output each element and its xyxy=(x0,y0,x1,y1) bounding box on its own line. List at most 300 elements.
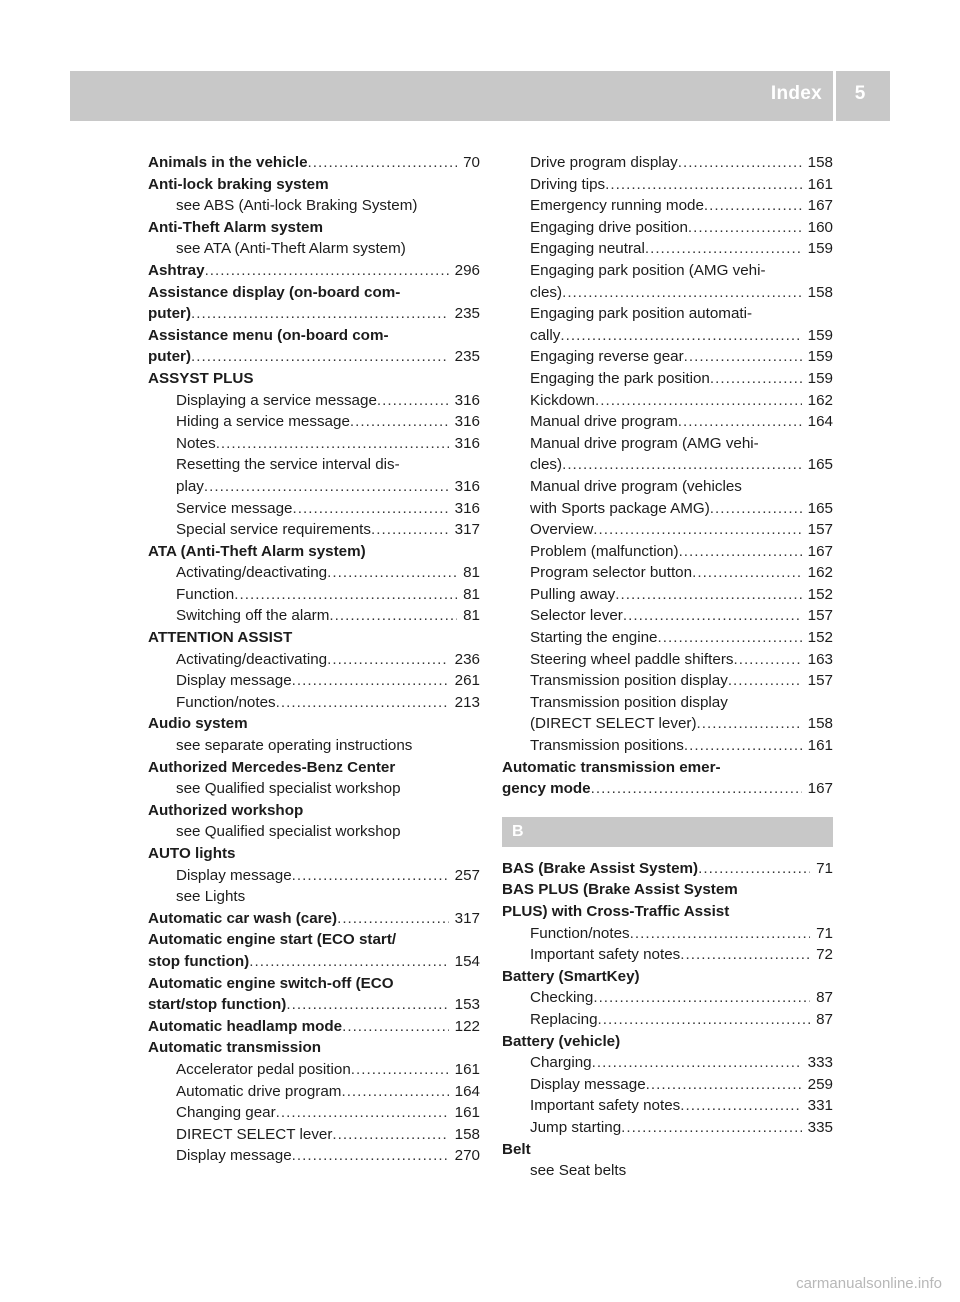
leader-dots xyxy=(292,865,449,887)
index-entry xyxy=(502,901,833,923)
entry-text: Engaging park position automati- xyxy=(530,305,753,323)
entry-text: Engaging the park position xyxy=(530,369,710,387)
leader-dots xyxy=(698,858,810,880)
index-subentry xyxy=(148,649,480,671)
index-subentry xyxy=(502,195,833,217)
entry-text: Important safety notes xyxy=(530,946,681,964)
index-entry xyxy=(148,346,480,368)
page-ref[interactable]: 159 xyxy=(807,240,833,258)
page-ref[interactable]: 331 xyxy=(807,1097,833,1115)
page-ref[interactable]: 167 xyxy=(807,542,833,560)
index-subentry xyxy=(502,627,833,649)
leader-dots xyxy=(679,541,802,563)
entry-text: PLUS) with Cross-Traffic Assist xyxy=(502,903,730,920)
page-ref[interactable]: 159 xyxy=(807,326,833,344)
index-entry xyxy=(148,368,480,390)
index-subentry xyxy=(502,1052,833,1074)
leader-dots xyxy=(560,325,801,347)
entry-text: Transmission position display xyxy=(530,672,728,690)
watermark: carmanualsonline.info xyxy=(796,1275,942,1292)
leader-dots xyxy=(249,951,448,973)
index-list-b xyxy=(502,858,833,1182)
index-subentry xyxy=(148,195,480,217)
index-subentry xyxy=(148,735,480,757)
entry-text: (DIRECT SELECT lever) xyxy=(530,715,697,733)
leader-dots xyxy=(710,498,802,520)
entry-text: Automatic headlamp mode xyxy=(148,1017,343,1035)
leader-dots xyxy=(191,303,449,325)
entry-text: start/stop function) xyxy=(148,996,287,1014)
entry-text: play xyxy=(176,477,204,495)
index-subentry xyxy=(502,368,833,390)
entry-text: Engaging neutral xyxy=(530,240,645,258)
entry-text: Charging xyxy=(530,1054,592,1072)
page-ref[interactable]: 316 xyxy=(454,391,480,409)
leader-dots xyxy=(342,1016,449,1038)
page-ref[interactable]: 316 xyxy=(454,499,480,517)
leader-dots xyxy=(733,649,801,671)
index-list-a xyxy=(502,152,833,800)
entry-text: Selector lever xyxy=(530,607,623,625)
page-ref[interactable]: 81 xyxy=(463,564,480,582)
entry-text: Display message xyxy=(176,672,292,690)
leader-dots xyxy=(204,476,449,498)
index-subentry xyxy=(502,584,833,606)
entry-text: Ashtray xyxy=(148,261,205,279)
entry-text: ATTENTION ASSIST xyxy=(148,629,293,647)
entry-text: Display message xyxy=(176,866,292,884)
page-ref[interactable]: 81 xyxy=(463,585,480,603)
index-subentry xyxy=(502,1160,833,1182)
index-entry xyxy=(502,858,833,880)
entry-text: Starting the engine xyxy=(530,629,658,647)
entry-text: see separate operating instructions xyxy=(176,737,413,755)
entry-text: Manual drive program (vehicles xyxy=(530,477,742,495)
entry-text: Activating/deactivating xyxy=(176,650,328,668)
page-ref[interactable]: 152 xyxy=(807,585,833,603)
page-ref[interactable]: 71 xyxy=(816,859,833,877)
page-ref[interactable]: 161 xyxy=(807,737,833,755)
leader-dots xyxy=(591,778,802,800)
index-subentry xyxy=(502,649,833,671)
index-subentry xyxy=(148,498,480,520)
page-ref[interactable]: 333 xyxy=(807,1054,833,1072)
entry-text: Program selector button xyxy=(530,564,693,582)
index-subentry xyxy=(502,987,833,1009)
page-ref[interactable]: 154 xyxy=(454,952,480,970)
leader-dots xyxy=(191,346,449,368)
page-ref[interactable]: 161 xyxy=(454,1060,480,1078)
page-ref[interactable]: 157 xyxy=(807,672,833,690)
leader-dots xyxy=(351,1059,449,1081)
leader-dots xyxy=(205,260,449,282)
entry-text: puter) xyxy=(148,348,192,366)
index-subentry xyxy=(148,454,480,476)
index-subentry xyxy=(502,1117,833,1139)
entry-text: Belt xyxy=(502,1140,531,1158)
entry-text: Hiding a service message xyxy=(176,413,350,431)
index-subentry xyxy=(502,238,833,260)
index-subentry xyxy=(502,411,833,433)
entry-text: Automatic transmission xyxy=(148,1039,322,1057)
page-ref[interactable]: 159 xyxy=(807,348,833,366)
index-subentry xyxy=(148,1124,480,1146)
page-ref[interactable]: 316 xyxy=(454,413,480,431)
entry-text: Switching off the alarm xyxy=(176,607,330,625)
entry-text: Assistance display (on-board com- xyxy=(148,283,401,301)
entry-text: Authorized Mercedes-Benz Center xyxy=(148,758,396,776)
page-ref[interactable]: 162 xyxy=(807,391,833,409)
page-ref[interactable]: 162 xyxy=(807,564,833,582)
index-entry xyxy=(148,951,480,973)
page-ref[interactable]: 159 xyxy=(807,369,833,387)
entry-text: Overview xyxy=(530,521,594,539)
index-subentry xyxy=(148,865,480,887)
page-ref[interactable]: 167 xyxy=(807,780,833,798)
entry-text: gency mode xyxy=(502,780,591,798)
entry-text: Pulling away xyxy=(530,585,616,603)
entry-text: Engaging drive position xyxy=(530,218,688,236)
index-column-right xyxy=(502,152,833,1182)
entry-text: Transmission position display xyxy=(530,693,728,711)
entry-text: cles) xyxy=(530,456,563,474)
page-ref[interactable]: 235 xyxy=(454,348,480,366)
index-subentry xyxy=(502,346,833,368)
index-subentry xyxy=(502,713,833,735)
leader-dots xyxy=(692,562,802,584)
entry-text: cles) xyxy=(530,283,563,301)
entry-text: DIRECT SELECT lever xyxy=(176,1125,333,1143)
index-subentry xyxy=(148,778,480,800)
entry-text: Battery (vehicle) xyxy=(502,1032,621,1050)
entry-text: AUTO lights xyxy=(148,845,236,862)
leader-dots xyxy=(592,1052,802,1074)
entry-text: see Qualified specialist workshop xyxy=(176,823,401,841)
index-entry xyxy=(148,217,480,239)
leader-dots xyxy=(704,195,802,217)
entry-text: Manual drive program xyxy=(530,413,678,431)
entry-text: Checking xyxy=(530,989,594,1007)
page-ref[interactable]: 160 xyxy=(807,218,833,236)
index-subentry xyxy=(148,1145,480,1167)
leader-dots xyxy=(595,390,802,412)
leader-dots xyxy=(562,282,802,304)
page-ref[interactable]: 87 xyxy=(816,1010,833,1028)
index-entry xyxy=(148,994,480,1016)
index-entry xyxy=(148,973,480,995)
entry-text: Notes xyxy=(176,434,216,452)
leader-dots xyxy=(710,368,802,390)
entry-text: Display message xyxy=(530,1075,646,1093)
page-ref[interactable]: 167 xyxy=(807,197,833,215)
entry-text: Jump starting xyxy=(530,1118,622,1136)
index-subentry xyxy=(148,411,480,433)
entry-text: Accelerator pedal position xyxy=(176,1060,351,1078)
index-subentry xyxy=(502,1095,833,1117)
leader-dots xyxy=(623,605,802,627)
index-entry xyxy=(148,843,480,865)
leader-dots xyxy=(646,1074,802,1096)
leader-dots xyxy=(327,649,449,671)
index-subentry xyxy=(502,944,833,966)
entry-text: Assistance menu (on-board com- xyxy=(148,326,389,344)
leader-dots xyxy=(728,670,802,692)
page-ref[interactable]: 164 xyxy=(807,413,833,431)
entry-text: Changing gear xyxy=(176,1104,276,1122)
leader-dots xyxy=(615,584,801,606)
page-ref[interactable]: 270 xyxy=(454,1147,480,1165)
leader-dots xyxy=(292,1145,449,1167)
leader-dots xyxy=(605,174,802,196)
leader-dots xyxy=(680,944,810,966)
index-subentry xyxy=(148,584,480,606)
entry-text: Anti-lock braking system xyxy=(148,175,329,193)
index-subentry xyxy=(148,1081,480,1103)
entry-text: stop function) xyxy=(148,952,250,970)
header-divider xyxy=(833,71,836,121)
index-column-left xyxy=(148,152,480,1167)
index-subentry xyxy=(502,390,833,412)
index-subentry xyxy=(502,670,833,692)
index-subentry xyxy=(148,1059,480,1081)
section-header-b: B xyxy=(502,817,833,847)
index-entry xyxy=(148,713,480,735)
index-subentry xyxy=(502,519,833,541)
page-ref[interactable]: 161 xyxy=(807,175,833,193)
page-ref[interactable]: 158 xyxy=(807,715,833,733)
leader-dots xyxy=(645,238,802,260)
index-entry xyxy=(148,1037,480,1059)
leader-dots xyxy=(329,605,457,627)
page-ref[interactable]: 158 xyxy=(807,283,833,301)
page-ref[interactable]: 213 xyxy=(454,693,480,711)
index-entry xyxy=(148,325,480,347)
index-entry xyxy=(502,778,833,800)
page-ref[interactable]: 236 xyxy=(454,650,480,668)
index-subentry xyxy=(502,562,833,584)
page-ref[interactable]: 71 xyxy=(816,924,833,942)
page-ref[interactable]: 317 xyxy=(454,909,480,927)
index-subentry xyxy=(502,923,833,945)
entry-text: Automatic car wash (care) xyxy=(148,909,338,927)
page-ref[interactable]: 122 xyxy=(454,1017,480,1035)
leader-dots xyxy=(371,519,449,541)
entry-text: Function/notes xyxy=(176,693,276,711)
entry-text: Important safety notes xyxy=(530,1097,681,1115)
index-subentry xyxy=(148,390,480,412)
index-subentry xyxy=(502,433,833,455)
page-ref[interactable]: 165 xyxy=(807,456,833,474)
index-subentry xyxy=(502,692,833,714)
page-ref[interactable]: 317 xyxy=(454,521,480,539)
index-entry xyxy=(502,879,833,901)
entry-text: Animals in the vehicle xyxy=(148,154,308,171)
index-entry xyxy=(148,627,480,649)
page-ref[interactable]: 259 xyxy=(807,1075,833,1093)
leader-dots xyxy=(658,627,802,649)
index-subentry xyxy=(148,238,480,260)
leader-dots xyxy=(684,346,802,368)
entry-text: Engaging park position (AMG vehi- xyxy=(530,261,766,279)
entry-text: Battery (SmartKey) xyxy=(502,967,640,985)
index-entry xyxy=(148,929,480,951)
index-subentry xyxy=(502,541,833,563)
page-ref[interactable]: 72 xyxy=(816,946,833,964)
leader-dots xyxy=(630,923,810,945)
leader-dots xyxy=(327,562,457,584)
index-subentry xyxy=(502,1074,833,1096)
page-ref[interactable]: 157 xyxy=(807,607,833,625)
entry-text: see ATA (Anti-Theft Alarm system) xyxy=(176,240,406,258)
page-ref[interactable]: 87 xyxy=(816,989,833,1007)
index-subentry xyxy=(502,735,833,757)
leader-dots xyxy=(350,411,449,433)
leader-dots xyxy=(678,152,802,174)
leader-dots xyxy=(684,735,802,757)
index-entry xyxy=(148,908,480,930)
entry-text: Automatic engine start (ECO start/ xyxy=(148,931,397,949)
index-entry xyxy=(502,757,833,779)
index-subentry xyxy=(502,217,833,239)
entry-text: Service message xyxy=(176,499,293,517)
leader-dots xyxy=(276,1102,449,1124)
page-ref[interactable]: 158 xyxy=(807,154,833,171)
index-subentry xyxy=(148,562,480,584)
page-ref[interactable]: 257 xyxy=(454,866,480,884)
leader-dots xyxy=(377,390,449,412)
page-ref[interactable]: 161 xyxy=(454,1104,480,1122)
leader-dots xyxy=(276,692,449,714)
entry-text: ASSYST PLUS xyxy=(148,369,254,387)
index-subentry xyxy=(502,476,833,498)
page-ref[interactable]: 158 xyxy=(454,1125,480,1143)
index-entry xyxy=(148,303,480,325)
leader-dots xyxy=(332,1124,448,1146)
index-subentry xyxy=(502,498,833,520)
index-subentry xyxy=(502,1009,833,1031)
entry-text: Function/notes xyxy=(530,924,630,942)
entry-text: Activating/deactivating xyxy=(176,564,328,582)
entry-text: see Qualified specialist workshop xyxy=(176,780,401,798)
page-ref[interactable]: 261 xyxy=(454,672,480,690)
entry-text: Automatic drive program xyxy=(176,1082,342,1100)
entry-text: Emergency running mode xyxy=(530,197,704,215)
index-subentry xyxy=(148,605,480,627)
page-ref[interactable]: 164 xyxy=(454,1082,480,1100)
index-subentry xyxy=(502,454,833,476)
entry-text: Problem (malfunction) xyxy=(530,542,679,560)
leader-dots xyxy=(286,994,448,1016)
leader-dots xyxy=(337,908,449,930)
index-subentry xyxy=(502,174,833,196)
page-ref[interactable]: 296 xyxy=(454,261,480,279)
index-subentry xyxy=(502,303,833,325)
entry-text: Anti-Theft Alarm system xyxy=(148,218,323,236)
entry-text: Drive program display xyxy=(530,154,678,171)
leader-dots xyxy=(680,1095,801,1117)
index-entry xyxy=(148,1016,480,1038)
page-ref[interactable]: 157 xyxy=(807,521,833,539)
page-ref[interactable]: 163 xyxy=(807,650,833,668)
page-ref[interactable]: 153 xyxy=(454,996,480,1014)
page-ref[interactable]: 165 xyxy=(807,499,833,517)
entry-text: see ABS (Anti-lock Braking System) xyxy=(176,197,418,215)
leader-dots xyxy=(293,498,449,520)
entry-text: see Lights xyxy=(176,888,246,906)
entry-text: Special service requirements xyxy=(176,521,371,539)
leader-dots xyxy=(593,987,810,1009)
index-subentry xyxy=(148,476,480,498)
index-subentry xyxy=(148,519,480,541)
leader-dots xyxy=(598,1009,811,1031)
index-entry xyxy=(148,282,480,304)
index-subentry xyxy=(148,670,480,692)
entry-text: see Seat belts xyxy=(530,1162,627,1180)
index-subentry xyxy=(502,152,833,174)
leader-dots xyxy=(308,152,458,174)
index-subentry xyxy=(502,282,833,304)
page-ref[interactable]: 81 xyxy=(463,607,480,625)
leader-dots xyxy=(678,411,802,433)
page-ref[interactable]: 152 xyxy=(807,629,833,647)
entry-text: ATA (Anti-Theft Alarm system) xyxy=(148,542,366,560)
entry-text: Resetting the service interval dis- xyxy=(176,456,400,474)
page-ref[interactable]: 235 xyxy=(454,305,480,323)
leader-dots xyxy=(593,519,801,541)
page-ref[interactable]: 335 xyxy=(807,1118,833,1136)
index-subentry xyxy=(148,821,480,843)
index-entry xyxy=(148,174,480,196)
leader-dots xyxy=(216,433,449,455)
entry-text: Audio system xyxy=(148,715,248,733)
page-title: Index xyxy=(770,83,822,104)
index-subentry xyxy=(148,692,480,714)
entry-text: Function xyxy=(176,585,235,603)
entry-text: Kickdown xyxy=(530,391,595,409)
entry-text: Manual drive program (AMG vehi- xyxy=(530,434,759,452)
entry-text: Automatic transmission emer- xyxy=(502,758,721,776)
index-entry xyxy=(148,260,480,282)
entry-text: Replacing xyxy=(530,1010,598,1028)
index-subentry xyxy=(502,325,833,347)
entry-text: Display message xyxy=(176,1147,292,1165)
leader-dots xyxy=(621,1117,801,1139)
entry-text: Transmission positions xyxy=(530,737,684,755)
index-entry xyxy=(148,757,480,779)
index-subentry xyxy=(148,886,480,908)
entry-text: Engaging reverse gear xyxy=(530,348,684,366)
entry-text: Driving tips xyxy=(530,175,606,193)
entry-text: with Sports package AMG) xyxy=(530,499,710,517)
entry-text: Automatic engine switch-off (ECO xyxy=(148,974,394,992)
index-subentry xyxy=(502,605,833,627)
page-ref[interactable]: 70 xyxy=(463,154,480,171)
page-ref[interactable]: 316 xyxy=(454,434,480,452)
leader-dots xyxy=(688,217,802,239)
entry-text: Displaying a service message xyxy=(176,391,377,409)
index-subentry xyxy=(502,260,833,282)
leader-dots xyxy=(697,713,802,735)
entry-text: BAS (Brake Assist System) xyxy=(502,859,699,877)
index-entry xyxy=(502,1139,833,1161)
leader-dots xyxy=(292,670,449,692)
entry-text: puter) xyxy=(148,305,192,323)
page-number: 5 xyxy=(854,83,866,104)
entry-text: BAS PLUS (Brake Assist System xyxy=(502,881,738,899)
page-ref[interactable]: 316 xyxy=(454,477,480,495)
index-entry xyxy=(148,800,480,822)
entry-text: Steering wheel paddle shifters xyxy=(530,650,734,668)
